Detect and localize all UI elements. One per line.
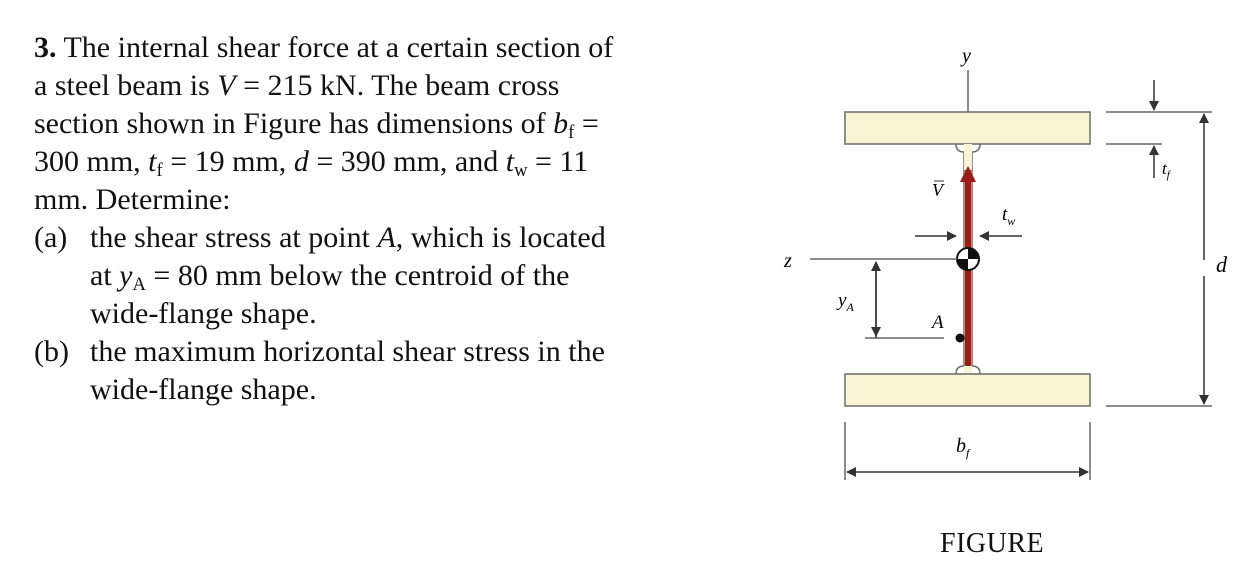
figure-caption: FIGURE [940, 528, 1045, 559]
problem-line-2: a steel beam is V = 215 kN. The beam cross [34, 69, 560, 102]
d-label: d [1216, 252, 1227, 277]
ya-label: $y_A$ [838, 290, 854, 314]
part-b-line-1: the maximum horizontal shear stress in the [90, 335, 605, 368]
problem-line-5: mm. Determine: [34, 183, 231, 216]
tf-label: $t_f$ [1162, 159, 1170, 181]
bf-label: $b_f$ [956, 435, 970, 460]
top-flange [845, 112, 1090, 144]
tw-label: $t_w$ [1002, 204, 1016, 228]
problem-line-3: section shown in Figure has dimensions of bf = [34, 107, 599, 144]
part-b-line-2: wide-flange shape. [90, 373, 317, 406]
problem-line-4: 300 mm, tf = 19 mm, d = 390 mm, and tw = 11 [34, 145, 589, 182]
problem-line-1: 3. The internal shear force at a certain section of [34, 31, 614, 64]
y-axis-label: y [962, 45, 971, 67]
z-axis-label: z [784, 250, 792, 272]
part-a-label: (a) [34, 221, 68, 254]
wide-flange-figure [770, 40, 1230, 480]
part-b-label: (b) [34, 335, 69, 368]
point-a-label: A [932, 312, 944, 333]
point-a [956, 334, 965, 343]
shear-force-label: V [932, 180, 943, 200]
bottom-flange [845, 374, 1090, 406]
part-a-line-1: the shear stress at point A, which is located [90, 221, 606, 254]
problem-number: 3. [34, 31, 57, 64]
part-a-line-3: wide-flange shape. [90, 297, 317, 330]
part-a-line-2: at yA = 80 mm below the centroid of the [90, 259, 570, 296]
